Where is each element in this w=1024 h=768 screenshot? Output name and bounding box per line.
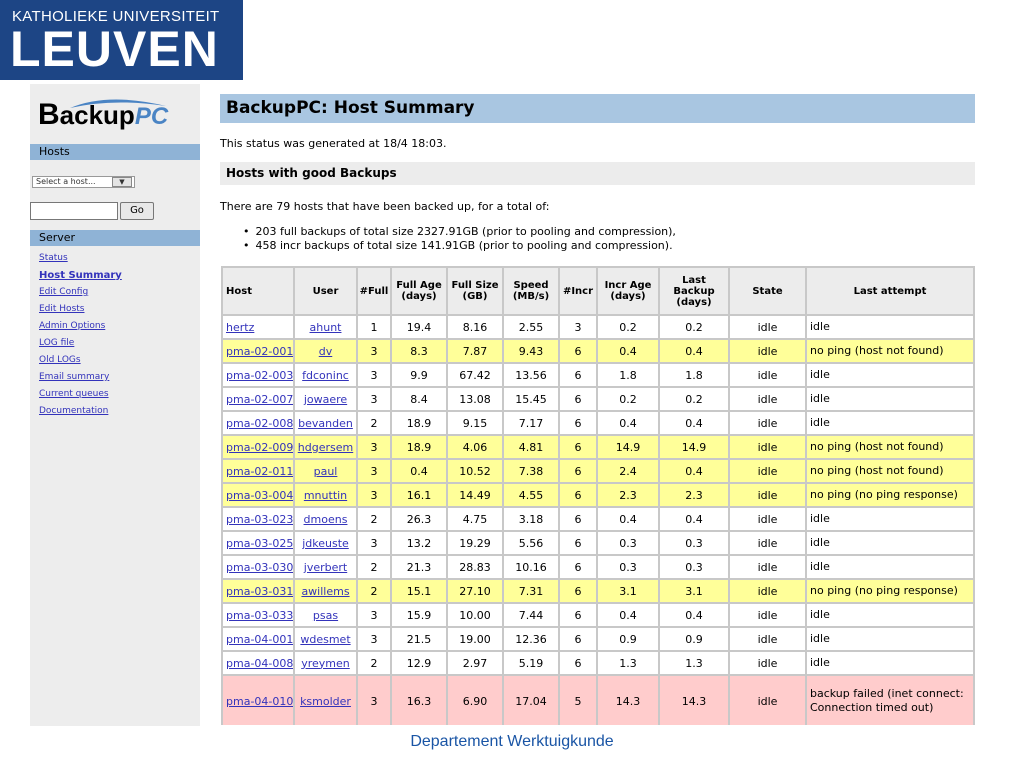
cell-speed: 5.19 — [504, 652, 558, 674]
cell-full-size: 7.87 — [448, 340, 502, 362]
table-row — [223, 676, 973, 725]
col-full-age: Full Age (days) — [392, 268, 446, 314]
nav-edit-hosts[interactable]: Edit Hosts — [39, 304, 85, 314]
cell-speed: 17.04 — [504, 676, 558, 725]
cell-full-count: 3 — [358, 676, 390, 725]
col-user: User — [295, 268, 356, 314]
cell-incr-count: 6 — [560, 652, 596, 674]
user-link[interactable]: jowaere — [303, 392, 348, 406]
cell-incr-age: 0.4 — [598, 508, 658, 530]
cell-last-attempt: no ping (host not found) — [807, 340, 973, 362]
user-link[interactable]: dmoens — [303, 512, 348, 526]
host-link[interactable]: pma-04-001 — [226, 632, 293, 646]
cell-full-size: 6.90 — [448, 676, 502, 725]
col-last-backup: Last Backup (days) — [660, 268, 728, 314]
cell-full-count: 2 — [358, 580, 390, 602]
cell-incr-count: 6 — [560, 580, 596, 602]
cell-user — [295, 652, 356, 674]
cell-user — [295, 604, 356, 626]
cell-host — [223, 340, 293, 362]
cell-host — [223, 676, 293, 725]
generated-status: This status was generated at 18/4 18:03. — [220, 137, 447, 150]
cell-full-size: 67.42 — [448, 364, 502, 386]
table-row — [223, 436, 973, 458]
cell-full-age: 18.9 — [392, 436, 446, 458]
cell-last-backup: 1.3 — [660, 652, 728, 674]
cell-incr-age: 0.2 — [598, 388, 658, 410]
department-footer: Departement Werktuigkunde — [410, 733, 614, 750]
cell-full-count: 3 — [358, 532, 390, 554]
cell-incr-age: 0.4 — [598, 604, 658, 626]
cell-incr-count: 6 — [560, 628, 596, 650]
table-row — [223, 484, 973, 506]
cell-full-count: 3 — [358, 484, 390, 506]
cell-full-count: 2 — [358, 652, 390, 674]
cell-last-backup: 14.9 — [660, 436, 728, 458]
cell-last-backup: 14.3 — [660, 676, 728, 725]
host-link[interactable]: pma-03-004 — [226, 488, 293, 502]
cell-full-count: 3 — [358, 604, 390, 626]
cell-incr-count: 6 — [560, 412, 596, 434]
cell-full-count: 3 — [358, 436, 390, 458]
user-link[interactable]: hdgersem — [297, 440, 354, 454]
host-link[interactable]: pma-04-010 — [226, 694, 293, 708]
user-link[interactable]: psas — [312, 608, 339, 622]
col-full-count: #Full — [358, 268, 390, 314]
cell-last-attempt: idle — [807, 388, 973, 410]
cell-full-size: 28.83 — [448, 556, 502, 578]
user-link[interactable]: ahunt — [309, 320, 342, 334]
cell-user — [295, 436, 356, 458]
cell-host — [223, 460, 293, 482]
user-link[interactable]: jdkeuste — [302, 536, 349, 550]
cell-speed: 7.31 — [504, 580, 558, 602]
nav-status[interactable]: Status — [39, 253, 68, 263]
cell-full-size: 13.08 — [448, 388, 502, 410]
cell-host — [223, 604, 293, 626]
cell-last-attempt: no ping (no ping response) — [807, 484, 973, 506]
table-row — [223, 628, 973, 650]
full-backups-total: • 203 full backups of total size 2327.91GB (prior to pooling and compression), — [243, 225, 676, 239]
cell-incr-age: 1.3 — [598, 652, 658, 674]
cell-full-size: 27.10 — [448, 580, 502, 602]
cell-last-attempt: idle — [807, 508, 973, 530]
host-select-value: Select a host... — [36, 177, 96, 186]
cell-last-attempt: idle — [807, 412, 973, 434]
cell-last-backup: 0.9 — [660, 628, 728, 650]
cell-last-attempt: idle — [807, 628, 973, 650]
cell-full-size: 19.00 — [448, 628, 502, 650]
host-link[interactable]: pma-04-008 — [226, 656, 293, 670]
cell-incr-age: 0.4 — [598, 412, 658, 434]
cell-full-age: 8.3 — [392, 340, 446, 362]
user-link[interactable]: paul — [313, 464, 338, 478]
nav-log-file[interactable]: LOG file — [39, 338, 75, 348]
cell-host — [223, 388, 293, 410]
table-row — [223, 604, 973, 626]
backuppc-logo — [38, 90, 198, 134]
cell-state: idle — [730, 340, 805, 362]
cell-state: idle — [730, 652, 805, 674]
table-row — [223, 580, 973, 602]
host-link[interactable]: pma-03-023 — [226, 512, 293, 526]
cell-full-size: 8.16 — [448, 316, 502, 338]
host-link[interactable]: pma-02-008 — [226, 416, 293, 430]
cell-last-backup: 0.4 — [660, 460, 728, 482]
host-link[interactable]: hertz — [226, 320, 255, 334]
cell-full-age: 9.9 — [392, 364, 446, 386]
incr-backups-total: • 458 incr backups of total size 141.91GB (prior to pooling and compression). — [243, 239, 676, 253]
host-link[interactable]: pma-02-001 — [226, 344, 293, 358]
user-link[interactable]: dv — [318, 344, 333, 358]
cell-last-attempt: idle — [807, 316, 973, 338]
table-row — [223, 460, 973, 482]
cell-incr-count: 6 — [560, 388, 596, 410]
cell-user — [295, 460, 356, 482]
cell-last-backup: 0.4 — [660, 604, 728, 626]
col-host: Host — [223, 268, 293, 314]
server-header: Server — [30, 230, 200, 246]
cell-full-count: 3 — [358, 628, 390, 650]
cell-last-backup: 0.2 — [660, 316, 728, 338]
cell-full-age: 13.2 — [392, 532, 446, 554]
cell-incr-age: 2.4 — [598, 460, 658, 482]
cell-user — [295, 508, 356, 530]
cell-full-count: 1 — [358, 316, 390, 338]
cell-user — [295, 532, 356, 554]
col-incr-age: Incr Age (days) — [598, 268, 658, 314]
cell-host — [223, 316, 293, 338]
cell-full-count: 3 — [358, 460, 390, 482]
cell-full-size: 2.97 — [448, 652, 502, 674]
table-body — [223, 316, 973, 725]
user-link[interactable]: wdesmet — [300, 632, 351, 646]
logo-ackup: ackup — [59, 100, 135, 130]
col-last-attempt: Last attempt — [807, 268, 973, 314]
cell-last-attempt: idle — [807, 652, 973, 674]
cell-full-age: 0.4 — [392, 460, 446, 482]
cell-full-size: 19.29 — [448, 532, 502, 554]
host-link[interactable]: pma-02-007 — [226, 392, 293, 406]
cell-incr-count: 6 — [560, 532, 596, 554]
cell-incr-age: 0.4 — [598, 340, 658, 362]
cell-full-age: 16.1 — [392, 484, 446, 506]
table-row — [223, 412, 973, 434]
cell-last-backup: 0.3 — [660, 556, 728, 578]
cell-incr-count: 5 — [560, 676, 596, 725]
cell-last-attempt: no ping (host not found) — [807, 460, 973, 482]
user-link[interactable]: fdconinc — [302, 368, 349, 382]
cell-speed: 12.36 — [504, 628, 558, 650]
col-state: State — [730, 268, 805, 314]
user-link[interactable]: yreymen — [301, 656, 350, 670]
cell-incr-count: 3 — [560, 316, 596, 338]
host-select[interactable] — [32, 176, 135, 188]
table-row — [223, 388, 973, 410]
cell-full-age: 19.4 — [392, 316, 446, 338]
cell-user — [295, 340, 356, 362]
cell-host — [223, 580, 293, 602]
cell-full-count: 3 — [358, 364, 390, 386]
cell-full-age: 15.1 — [392, 580, 446, 602]
table-row — [223, 316, 973, 338]
cell-user — [295, 316, 356, 338]
nav-old-logs[interactable]: Old LOGs — [39, 355, 81, 365]
cell-state: idle — [730, 508, 805, 530]
cell-speed: 7.17 — [504, 412, 558, 434]
cell-incr-count: 6 — [560, 508, 596, 530]
cell-user — [295, 580, 356, 602]
cell-host — [223, 436, 293, 458]
sidebar — [30, 84, 200, 726]
cell-last-backup: 2.3 — [660, 484, 728, 506]
cell-full-age: 16.3 — [392, 676, 446, 725]
cell-incr-count: 6 — [560, 364, 596, 386]
cell-last-attempt: idle — [807, 532, 973, 554]
cell-last-backup: 0.3 — [660, 532, 728, 554]
nav-admin-options[interactable]: Admin Options — [39, 321, 106, 331]
cell-last-attempt: no ping (host not found) — [807, 436, 973, 458]
col-full-size: Full Size (GB) — [448, 268, 502, 314]
cell-incr-count: 6 — [560, 460, 596, 482]
cell-incr-age: 3.1 — [598, 580, 658, 602]
cell-speed: 7.38 — [504, 460, 558, 482]
cell-last-attempt: backup failed (inet connect: Connection timed out) — [807, 676, 973, 725]
nav-current-queues[interactable]: Current queues — [39, 389, 109, 399]
cell-last-backup: 0.4 — [660, 340, 728, 362]
cell-speed: 9.43 — [504, 340, 558, 362]
hosts-header: Hosts — [30, 144, 200, 160]
cell-full-size: 10.00 — [448, 604, 502, 626]
cell-speed: 13.56 — [504, 364, 558, 386]
table-header-row — [223, 268, 973, 314]
cell-speed: 4.81 — [504, 436, 558, 458]
cell-last-backup: 1.8 — [660, 364, 728, 386]
cell-full-age: 21.5 — [392, 628, 446, 650]
cell-full-size: 10.52 — [448, 460, 502, 482]
cell-full-age: 18.9 — [392, 412, 446, 434]
host-summary-table — [221, 266, 975, 725]
cell-last-attempt: idle — [807, 604, 973, 626]
hosts-intro: There are 79 hosts that have been backed up, for a total of: — [220, 200, 550, 213]
nav-documentation[interactable]: Documentation — [39, 406, 109, 416]
cell-host — [223, 532, 293, 554]
cell-full-count: 3 — [358, 340, 390, 362]
cell-full-size: 14.49 — [448, 484, 502, 506]
cell-state: idle — [730, 484, 805, 506]
nav-email-summary[interactable]: Email summary — [39, 372, 110, 382]
cell-incr-age: 0.9 — [598, 628, 658, 650]
nav-host-summary[interactable]: Host Summary — [39, 270, 122, 281]
cell-full-count: 2 — [358, 412, 390, 434]
user-link[interactable]: bevanden — [298, 416, 353, 430]
cell-host — [223, 484, 293, 506]
table-row — [223, 340, 973, 362]
cell-state: idle — [730, 532, 805, 554]
cell-host — [223, 412, 293, 434]
cell-last-backup: 0.4 — [660, 508, 728, 530]
university-logo — [0, 0, 243, 80]
table-row — [223, 508, 973, 530]
host-search-input[interactable] — [30, 202, 118, 220]
cell-incr-age: 1.8 — [598, 364, 658, 386]
host-summary-table-wrap — [221, 266, 975, 725]
cell-incr-count: 6 — [560, 484, 596, 506]
cell-user — [295, 556, 356, 578]
cell-state: idle — [730, 580, 805, 602]
university-name-line2: LEUVEN — [10, 21, 219, 77]
cell-last-backup: 3.1 — [660, 580, 728, 602]
table-row — [223, 556, 973, 578]
nav-edit-config[interactable]: Edit Config — [39, 287, 89, 297]
cell-state: idle — [730, 316, 805, 338]
cell-full-age: 26.3 — [392, 508, 446, 530]
cell-speed: 2.55 — [504, 316, 558, 338]
cell-speed: 4.55 — [504, 484, 558, 506]
cell-full-size: 4.06 — [448, 436, 502, 458]
cell-speed: 10.16 — [504, 556, 558, 578]
host-link[interactable]: pma-02-011 — [226, 464, 293, 478]
cell-user — [295, 484, 356, 506]
table-row — [223, 532, 973, 554]
section-title: Hosts with good Backups — [220, 162, 975, 185]
cell-state: idle — [730, 604, 805, 626]
cell-last-attempt: no ping (no ping response) — [807, 580, 973, 602]
go-button[interactable]: Go — [120, 202, 154, 220]
cell-full-age: 12.9 — [392, 652, 446, 674]
cell-user — [295, 628, 356, 650]
cell-user — [295, 388, 356, 410]
cell-incr-count: 6 — [560, 556, 596, 578]
cell-incr-age: 0.3 — [598, 532, 658, 554]
cell-last-attempt: idle — [807, 364, 973, 386]
cell-full-count: 3 — [358, 388, 390, 410]
user-link[interactable]: ksmolder — [300, 694, 351, 708]
cell-speed: 7.44 — [504, 604, 558, 626]
cell-full-size: 4.75 — [448, 508, 502, 530]
user-link[interactable]: mnuttin — [303, 488, 348, 502]
cell-incr-age: 2.3 — [598, 484, 658, 506]
cell-host — [223, 556, 293, 578]
logo-b: B — [38, 98, 60, 131]
cell-speed: 3.18 — [504, 508, 558, 530]
cell-speed: 15.45 — [504, 388, 558, 410]
logo-pc: PC — [134, 103, 169, 130]
page-title: BackupPC: Host Summary — [220, 94, 975, 123]
cell-last-attempt: idle — [807, 556, 973, 578]
cell-incr-age: 14.9 — [598, 436, 658, 458]
cell-last-backup: 0.2 — [660, 388, 728, 410]
cell-full-age: 15.9 — [392, 604, 446, 626]
cell-incr-count: 6 — [560, 436, 596, 458]
university-name-line1: KATHOLIEKE UNIVERSITEIT — [12, 8, 220, 25]
cell-state: idle — [730, 436, 805, 458]
col-incr-count: #Incr — [560, 268, 596, 314]
cell-incr-age: 14.3 — [598, 676, 658, 725]
cell-incr-age: 0.3 — [598, 556, 658, 578]
host-link[interactable]: pma-03-030 — [226, 560, 293, 574]
cell-full-age: 21.3 — [392, 556, 446, 578]
cell-user — [295, 412, 356, 434]
cell-incr-count: 6 — [560, 340, 596, 362]
cell-incr-age: 0.2 — [598, 316, 658, 338]
cell-host — [223, 508, 293, 530]
cell-host — [223, 628, 293, 650]
cell-speed: 5.56 — [504, 532, 558, 554]
host-link[interactable]: pma-02-003 — [226, 368, 293, 382]
cell-user — [295, 364, 356, 386]
cell-user — [295, 676, 356, 725]
cell-last-backup: 0.4 — [660, 412, 728, 434]
cell-full-count: 2 — [358, 508, 390, 530]
cell-full-age: 8.4 — [392, 388, 446, 410]
cell-host — [223, 652, 293, 674]
cell-host — [223, 364, 293, 386]
table-row — [223, 652, 973, 674]
host-link[interactable]: pma-02-009 — [226, 440, 293, 454]
cell-incr-count: 6 — [560, 604, 596, 626]
cell-state: idle — [730, 460, 805, 482]
col-speed: Speed (MB/s) — [504, 268, 558, 314]
user-link[interactable]: jverbert — [303, 560, 348, 574]
host-link[interactable]: pma-03-031 — [226, 584, 293, 598]
host-link[interactable]: pma-03-025 — [226, 536, 293, 550]
cell-full-size: 9.15 — [448, 412, 502, 434]
server-nav — [39, 250, 122, 420]
user-link[interactable]: awillems — [301, 584, 350, 598]
cell-state: idle — [730, 556, 805, 578]
cell-state: idle — [730, 676, 805, 725]
table-row — [223, 364, 973, 386]
cell-full-count: 2 — [358, 556, 390, 578]
host-link[interactable]: pma-03-033 — [226, 608, 293, 622]
cell-state: idle — [730, 364, 805, 386]
backup-totals — [243, 225, 676, 253]
chevron-down-icon[interactable]: ▼ — [112, 177, 132, 187]
cell-state: idle — [730, 412, 805, 434]
cell-state: idle — [730, 628, 805, 650]
cell-state: idle — [730, 388, 805, 410]
